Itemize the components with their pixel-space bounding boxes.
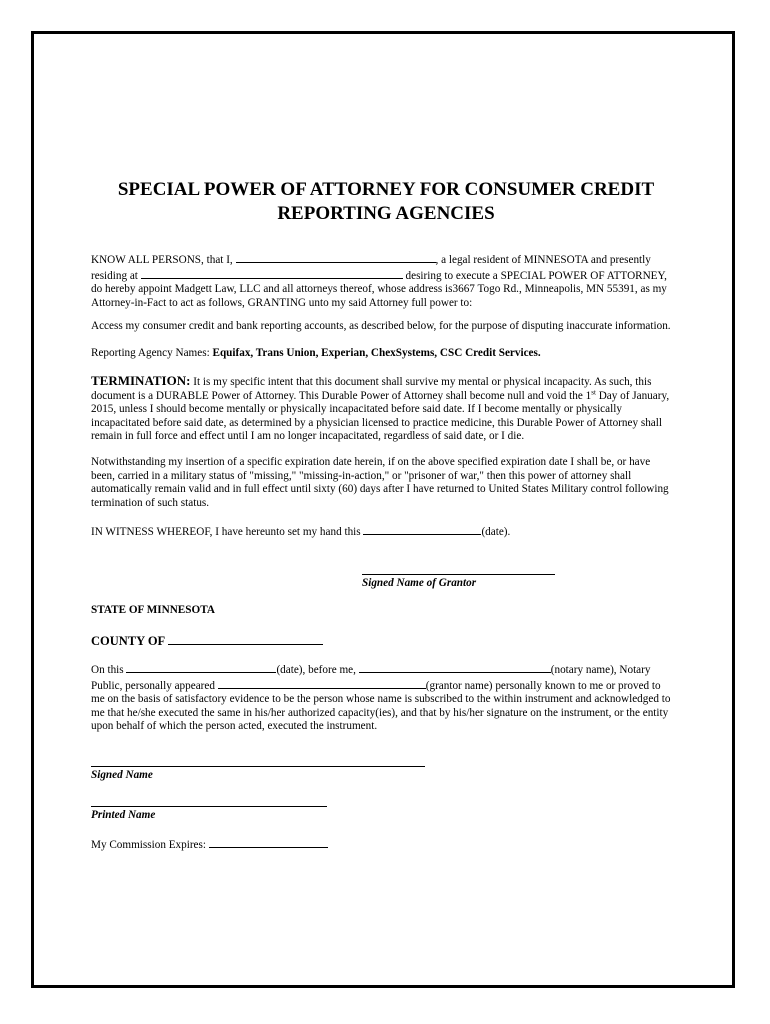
grant-text-e: do hereby appoint Madgett Law, LLC and all attorneys thereof, whose address is3667 Togo Rd., Minneapolis, MN 55391, as my	[91, 283, 667, 296]
grant-text-d: desiring to execute a SPECIAL POWER OF ATTORNEY,	[402, 269, 667, 282]
notary-text-e: (grantor name) personally known to me or proved to	[425, 679, 661, 692]
title-line-1: SPECIAL POWER OF ATTORNEY FOR CONSUMER CREDIT	[117, 179, 655, 200]
printed-name-label: Printed Name	[91, 809, 156, 821]
state-heading: STATE OF MINNESOTA	[91, 604, 215, 616]
agency-label: Reporting Agency Names:	[91, 347, 213, 359]
termination-line-2a: document is a DURABLE Power of Attorney. This Durable Power of Attorney shall become null and void the 1	[91, 389, 592, 402]
printed-name-line[interactable]	[91, 806, 327, 807]
notary-text-d: Public, personally appeared	[91, 679, 218, 692]
military-line-1: Notwithstanding my insertion of a specific expiration date herein, if on the above specified expiration date I shall be, or have	[91, 456, 651, 468]
commission-line	[91, 837, 681, 853]
termination-line-2b: Day of January,	[595, 389, 670, 402]
termination-sup: st	[591, 387, 596, 396]
document-title	[91, 178, 681, 226]
military-paragraph	[91, 456, 681, 510]
notary-text-f: me on the basis of satisfactory evidence to be the person whose name is subscribed to the within instrument and acknowledged to	[91, 693, 671, 706]
county-heading	[91, 634, 681, 650]
military-line-2: been, carried in a military status of "missing," "missing-in-action," or "prisoner of war," then this power of attorney shall	[91, 469, 632, 482]
witness-text-b: (date).	[481, 526, 511, 538]
grant-text-a: KNOW ALL PERSONS, that I,	[91, 254, 236, 266]
grantor-signature-line[interactable]	[362, 574, 555, 575]
agency-paragraph	[91, 347, 681, 361]
agency-names: Equifax, Trans Union, Experian, ChexSystems, CSC Credit Services.	[212, 347, 541, 359]
title-line-2: REPORTING AGENCIES	[277, 203, 495, 224]
grant-text-f: Attorney-in-Fact to act as follows, GRANTING unto my said Attorney full power to:	[91, 296, 473, 309]
notary-paragraph	[91, 662, 681, 734]
commission-label: My Commission Expires:	[91, 839, 209, 851]
notary-text-b: (date), before me,	[276, 664, 359, 676]
notary-name-field[interactable]	[359, 662, 551, 673]
military-line-3: automatically remain valid and in full effect until sixty (60) days after I have returned to United States Military control following	[91, 483, 669, 496]
termination-label: TERMINATION:	[91, 373, 191, 388]
grantor-signature-label: Signed Name of Grantor	[362, 577, 477, 589]
residence-field[interactable]	[141, 268, 403, 279]
notary-text-c: (notary name), Notary	[550, 664, 651, 676]
commission-date-field[interactable]	[209, 837, 328, 848]
notary-text-h: upon behalf of which the person acted, executed the instrument.	[91, 720, 378, 733]
witness-date-field[interactable]	[363, 524, 481, 535]
county-field[interactable]	[168, 634, 323, 645]
notary-text-a: On this	[91, 664, 127, 676]
grantor-name-notary-field[interactable]	[218, 678, 426, 689]
grant-paragraph	[91, 252, 681, 310]
termination-line-4: incapacitated before said date, as determined by a physician licensed to practice medicine, this Durable Power of Attorney shall	[91, 416, 662, 429]
access-paragraph: Access my consumer credit and bank reporting accounts, as described below, for the purpose of disputing inaccurate information.	[91, 320, 671, 332]
witness-text-a: IN WITNESS WHEREOF, I have hereunto set my hand this	[91, 526, 364, 538]
military-line-4: termination of such status.	[91, 496, 210, 509]
notary-text-g: me that he/she executed the same in his/her authorized capacity(ies), and that by his/her signature on the instrument, or the entity	[91, 706, 669, 719]
witness-paragraph	[91, 524, 681, 540]
termination-line-1: It is my specific intent that this document shall survive my mental or physical incapacity. As such, this	[190, 376, 652, 388]
termination-paragraph	[91, 374, 681, 444]
grant-text-b: , a legal resident of MINNESOTA and presently	[435, 254, 651, 266]
county-label: COUNTY OF	[91, 634, 168, 648]
notary-date-field[interactable]	[126, 662, 276, 673]
grant-text-c: residing at	[91, 269, 141, 282]
signed-name-label: Signed Name	[91, 769, 153, 781]
termination-line-5: remain in full force and effect until I am no longer incapacitated, regardless of said date, or I die.	[91, 430, 525, 443]
grantor-name-field[interactable]	[236, 252, 436, 263]
notary-signature-line[interactable]	[91, 766, 425, 767]
termination-line-3: 2015, unless I should become mentally or physically incapacitated before said date. If I become mentally or physically	[91, 403, 622, 416]
